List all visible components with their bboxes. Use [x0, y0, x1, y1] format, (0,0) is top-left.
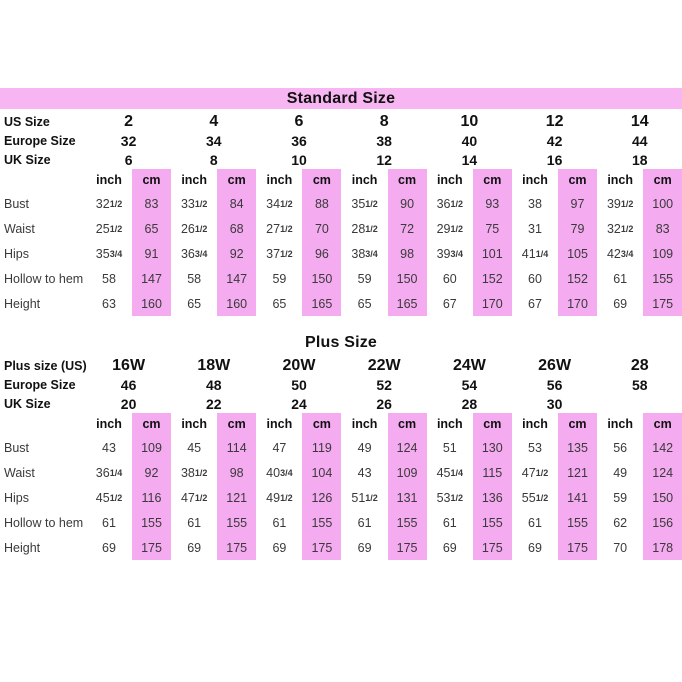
size-value-cell: 22W — [367, 356, 401, 374]
measurement-cell-inch: 49 1/2 — [266, 490, 293, 505]
unit-header-inch: inch — [181, 173, 208, 187]
measurement-cell-cm: 130 — [481, 440, 503, 455]
unit-header-inch: inch — [266, 173, 293, 187]
row-label: UK Size — [4, 396, 51, 411]
measurement-cell-cm: 104 — [311, 465, 333, 480]
row-label: US Size — [4, 114, 50, 129]
measurement-cell-cm: 136 — [481, 490, 503, 505]
measurement-row — [0, 435, 682, 460]
measurement-cell-inch: 60 — [528, 271, 542, 286]
unit-header-cm: cm — [227, 173, 246, 187]
measurement-cell-cm: 116 — [141, 490, 162, 505]
measurement-cell-inch: 47 1/2 — [180, 490, 208, 505]
measurement-cell-cm: 170 — [567, 296, 588, 311]
unit-header-row — [0, 413, 682, 435]
measurement-cell-inch: 35 1/2 — [351, 196, 378, 211]
measurement-cell-cm: 105 — [567, 246, 588, 261]
measurement-cell-inch: 60 — [442, 271, 457, 286]
measurement-cell-cm: 79 — [570, 221, 585, 236]
measurement-cell-inch: 65 — [187, 296, 202, 311]
measurement-row — [0, 291, 682, 316]
plus-size-table — [0, 356, 682, 560]
standard-size-title: Standard Size — [286, 89, 396, 107]
size-value-cell: 44 — [631, 132, 648, 149]
unit-header-inch: inch — [607, 173, 634, 187]
size-row — [0, 150, 682, 169]
measurement-cell-cm: 101 — [481, 246, 503, 261]
standard-size-title-band — [0, 88, 682, 109]
row-label: Waist — [4, 465, 35, 480]
measurement-cell-inch: 39 3/4 — [436, 246, 463, 261]
measurement-row — [0, 266, 682, 291]
measurement-cell-inch: 56 — [613, 440, 628, 455]
measurement-cell-inch: 61 — [272, 515, 287, 530]
size-value-cell: 32 — [120, 132, 137, 149]
measurement-cell-inch: 51 — [442, 440, 457, 455]
size-value-cell: 20W — [282, 356, 316, 374]
measurement-cell-cm: 92 — [229, 246, 244, 261]
measurement-cell-cm: 109 — [652, 246, 674, 261]
measurement-cell-cm: 165 — [396, 296, 418, 311]
size-value-cell: 26W — [538, 356, 572, 374]
measurement-cell-cm: 135 — [567, 440, 588, 455]
measurement-cell-cm: 155 — [396, 515, 418, 530]
size-value-cell: 16 — [546, 151, 563, 168]
size-value-cell: 50 — [291, 376, 307, 393]
measurement-cell-inch: 59 — [272, 271, 287, 286]
measurement-cell-cm: 155 — [481, 515, 503, 530]
measurement-cell-cm: 150 — [652, 490, 674, 505]
size-value-cell — [597, 394, 682, 413]
unit-header-inch: inch — [96, 417, 122, 431]
measurement-cell-cm: 93 — [485, 196, 500, 211]
measurement-cell-cm: 160 — [226, 296, 248, 311]
measurement-cell-inch: 32 1/2 — [606, 221, 634, 236]
measurement-cell-cm: 175 — [567, 540, 588, 555]
size-value-cell: 4 — [209, 112, 219, 130]
measurement-cell-cm: 75 — [485, 221, 500, 236]
size-row — [0, 375, 682, 394]
unit-header-cm: cm — [312, 173, 331, 187]
measurement-cell-cm: 165 — [311, 296, 333, 311]
size-value-cell: 24 — [291, 395, 307, 412]
size-value-cell: 42 — [546, 132, 563, 149]
measurement-cell-inch: 51 1/2 — [351, 490, 378, 505]
measurement-cell-cm: 98 — [400, 246, 415, 261]
size-row — [0, 131, 682, 150]
size-value-cell: 12 — [545, 112, 564, 130]
measurement-cell-cm: 88 — [314, 196, 329, 211]
measurement-cell-cm: 68 — [229, 221, 244, 236]
measurement-cell-inch: 69 — [528, 540, 542, 555]
unit-header-cm: cm — [653, 173, 672, 187]
measurement-cell-inch: 37 1/2 — [266, 246, 293, 261]
row-label: Hollow to hem — [4, 515, 84, 530]
size-value-cell: 10 — [291, 151, 307, 168]
measurement-cell-inch: 27 1/2 — [266, 221, 293, 236]
measurement-cell-inch: 36 3/4 — [180, 246, 208, 261]
row-label: Waist — [4, 221, 35, 236]
size-value-cell: 24W — [452, 356, 486, 374]
measurement-cell-inch: 59 — [613, 490, 628, 505]
measurement-cell-cm: 175 — [141, 540, 162, 555]
measurement-cell-cm: 155 — [311, 515, 333, 530]
size-value-cell: 52 — [376, 376, 392, 393]
measurement-cell-inch: 39 1/2 — [606, 196, 634, 211]
measurement-cell-cm: 72 — [400, 221, 415, 236]
size-value-cell: 34 — [205, 132, 222, 149]
unit-header-inch: inch — [266, 417, 293, 431]
measurement-cell-cm: 98 — [229, 465, 244, 480]
measurement-cell-cm: 100 — [652, 196, 674, 211]
unit-header-cm: cm — [653, 417, 672, 431]
size-value-cell: 28 — [630, 356, 649, 374]
measurement-cell-inch: 45 — [187, 440, 202, 455]
measurement-cell-cm: 83 — [655, 221, 670, 236]
measurement-cell-inch: 43 — [102, 440, 116, 455]
measurement-cell-inch: 25 1/2 — [95, 221, 123, 236]
measurement-cell-inch: 61 — [613, 271, 628, 286]
measurement-cell-cm: 152 — [567, 271, 588, 286]
measurement-cell-cm: 126 — [311, 490, 333, 505]
size-value-cell: 12 — [376, 151, 392, 168]
measurement-cell-cm: 96 — [314, 246, 329, 261]
measurement-cell-cm: 152 — [481, 271, 503, 286]
size-value-cell: 20 — [120, 395, 137, 412]
measurement-cell-cm: 155 — [141, 515, 162, 530]
unit-header-cm: cm — [227, 417, 246, 431]
measurement-cell-inch: 59 — [357, 271, 372, 286]
size-value-cell: 56 — [546, 376, 563, 393]
unit-header-inch: inch — [351, 173, 378, 187]
measurement-cell-cm: 131 — [396, 490, 418, 505]
measurement-cell-inch: 41 1/4 — [521, 246, 549, 261]
measurement-cell-cm: 119 — [311, 440, 332, 455]
measurement-cell-inch: 34 1/2 — [266, 196, 293, 211]
measurement-cell-inch: 42 3/4 — [606, 246, 634, 261]
size-value-cell: 28 — [461, 395, 478, 412]
size-value-cell: 6 — [294, 112, 304, 130]
size-value-cell: 14 — [630, 112, 649, 130]
measurement-cell-cm: 170 — [481, 296, 503, 311]
unit-header-inch: inch — [351, 417, 378, 431]
row-label: Hollow to hem — [4, 271, 84, 286]
measurement-cell-inch: 26 1/2 — [180, 221, 208, 236]
measurement-cell-cm: 124 — [396, 440, 418, 455]
measurement-cell-inch: 47 — [272, 440, 287, 455]
measurement-cell-cm: 175 — [396, 540, 418, 555]
measurement-cell-cm: 92 — [144, 465, 159, 480]
measurement-cell-cm: 84 — [229, 196, 244, 211]
unit-header-inch: inch — [607, 417, 634, 431]
measurement-cell-inch: 45 1/4 — [436, 465, 463, 480]
size-value-cell: 8 — [209, 151, 218, 168]
measurement-cell-inch: 29 1/2 — [436, 221, 463, 236]
size-row — [0, 112, 682, 131]
unit-header-inch: inch — [522, 173, 548, 187]
size-value-cell: 26 — [376, 395, 392, 412]
measurement-cell-inch: 38 1/2 — [180, 465, 208, 480]
row-label: Europe Size — [4, 133, 76, 148]
size-value-cell: 36 — [291, 132, 307, 149]
size-value-cell: 48 — [205, 376, 222, 393]
measurement-cell-inch: 28 1/2 — [351, 221, 378, 236]
unit-header-row — [0, 169, 682, 191]
row-label: Bust — [4, 196, 30, 211]
measurement-cell-cm: 175 — [226, 540, 248, 555]
measurement-cell-inch: 61 — [187, 515, 202, 530]
size-value-cell: 18 — [631, 151, 648, 168]
measurement-cell-inch: 58 — [102, 271, 116, 286]
measurement-cell-cm: 147 — [141, 271, 162, 286]
unit-header-cm: cm — [483, 173, 502, 187]
measurement-cell-inch: 69 — [102, 540, 116, 555]
size-value-cell: 22 — [205, 395, 222, 412]
measurement-cell-cm: 142 — [652, 440, 674, 455]
measurement-cell-cm: 155 — [567, 515, 588, 530]
size-row — [0, 394, 682, 413]
measurement-cell-inch: 49 — [357, 440, 372, 455]
unit-header-cm: cm — [398, 173, 417, 187]
row-label: UK Size — [4, 152, 51, 167]
measurement-cell-inch: 38 3/4 — [351, 246, 378, 261]
unit-header-cm: cm — [312, 417, 331, 431]
measurement-cell-cm: 175 — [652, 296, 674, 311]
measurement-cell-inch: 53 1/2 — [436, 490, 463, 505]
row-label: Europe Size — [4, 377, 76, 392]
measurement-cell-cm: 83 — [144, 196, 159, 211]
measurement-cell-inch: 69 — [357, 540, 372, 555]
size-value-cell: 54 — [461, 376, 478, 393]
measurement-cell-cm: 91 — [144, 246, 159, 261]
measurement-cell-cm: 97 — [570, 196, 585, 211]
size-value-cell: 8 — [379, 112, 389, 130]
size-row — [0, 356, 682, 375]
measurement-cell-inch: 35 3/4 — [95, 246, 123, 261]
measurement-cell-cm: 175 — [311, 540, 333, 555]
measurement-row — [0, 241, 682, 266]
measurement-cell-inch: 70 — [613, 540, 628, 555]
measurement-cell-cm: 175 — [481, 540, 503, 555]
measurement-cell-inch: 58 — [187, 271, 202, 286]
measurement-cell-inch: 32 1/2 — [95, 196, 123, 211]
size-value-cell: 2 — [124, 112, 134, 130]
size-value-cell: 16W — [112, 356, 146, 374]
measurement-cell-inch: 69 — [272, 540, 287, 555]
measurement-cell-inch: 49 — [613, 465, 628, 480]
measurement-cell-inch: 47 1/2 — [521, 465, 549, 480]
measurement-cell-inch: 67 — [442, 296, 457, 311]
measurement-cell-inch: 61 — [528, 515, 542, 530]
measurement-cell-cm: 65 — [144, 221, 159, 236]
measurement-cell-inch: 69 — [442, 540, 457, 555]
unit-header-cm: cm — [398, 417, 417, 431]
measurement-cell-cm: 147 — [226, 271, 248, 286]
size-value-cell: 40 — [461, 132, 478, 149]
measurement-cell-inch: 53 — [528, 440, 542, 455]
row-label: Bust — [4, 440, 30, 455]
unit-header-cm: cm — [142, 417, 161, 431]
unit-header-inch: inch — [436, 417, 463, 431]
measurement-cell-inch: 61 — [102, 515, 116, 530]
measurement-cell-inch: 31 — [528, 221, 542, 236]
measurement-cell-cm: 178 — [652, 540, 674, 555]
size-value-cell: 18W — [197, 356, 231, 374]
measurement-cell-inch: 65 — [272, 296, 287, 311]
measurement-cell-cm: 114 — [226, 440, 247, 455]
measurement-cell-inch: 40 3/4 — [266, 465, 293, 480]
plus-size-title: Plus Size — [304, 333, 378, 351]
measurement-cell-cm: 155 — [226, 515, 248, 530]
measurement-cell-cm: 121 — [226, 490, 248, 505]
measurement-cell-inch: 55 1/2 — [521, 490, 549, 505]
unit-header-cm: cm — [568, 417, 587, 431]
unit-header-inch: inch — [181, 417, 208, 431]
measurement-cell-inch: 69 — [613, 296, 628, 311]
measurement-cell-inch: 69 — [187, 540, 202, 555]
unit-header-cm: cm — [483, 417, 502, 431]
row-label: Plus size (US) — [4, 358, 87, 373]
measurement-cell-inch: 43 — [357, 465, 372, 480]
plus-size-title-band — [0, 332, 682, 353]
measurement-cell-cm: 70 — [314, 221, 329, 236]
measurement-cell-inch: 33 1/2 — [180, 196, 208, 211]
measurement-row — [0, 216, 682, 241]
measurement-cell-cm: 115 — [482, 465, 503, 480]
measurement-cell-cm: 156 — [652, 515, 674, 530]
unit-header-inch: inch — [436, 173, 463, 187]
measurement-cell-inch: 36 1/2 — [436, 196, 463, 211]
measurement-cell-cm: 150 — [396, 271, 418, 286]
measurement-cell-cm: 124 — [652, 465, 674, 480]
measurement-cell-cm: 109 — [396, 465, 418, 480]
size-value-cell: 6 — [124, 151, 133, 168]
size-value-cell: 10 — [460, 112, 479, 130]
unit-header-inch: inch — [522, 417, 548, 431]
row-label: Hips — [4, 490, 30, 505]
measurement-cell-inch: 62 — [613, 515, 628, 530]
measurement-cell-inch: 61 — [357, 515, 372, 530]
measurement-cell-inch: 67 — [528, 296, 542, 311]
measurement-cell-inch: 45 1/2 — [95, 490, 123, 505]
measurement-row — [0, 535, 682, 560]
measurement-row — [0, 460, 682, 485]
size-value-cell: 58 — [631, 376, 648, 393]
measurement-row — [0, 191, 682, 216]
measurement-cell-cm: 155 — [652, 271, 674, 286]
size-value-cell: 14 — [461, 151, 478, 168]
measurement-row — [0, 510, 682, 535]
size-value-cell: 46 — [120, 376, 137, 393]
size-value-cell: 38 — [376, 132, 392, 149]
size-value-cell: 30 — [546, 395, 563, 412]
standard-size-table — [0, 112, 682, 316]
measurement-cell-cm: 90 — [400, 196, 415, 211]
measurement-cell-cm: 160 — [141, 296, 162, 311]
measurement-cell-inch: 61 — [442, 515, 457, 530]
measurement-cell-cm: 141 — [567, 490, 588, 505]
measurement-cell-cm: 121 — [567, 465, 588, 480]
measurement-cell-cm: 150 — [311, 271, 333, 286]
row-label: Height — [4, 540, 41, 555]
measurement-cell-cm: 109 — [141, 440, 162, 455]
measurement-cell-inch: 65 — [357, 296, 372, 311]
measurement-cell-inch: 38 — [528, 196, 542, 211]
row-label: Height — [4, 296, 41, 311]
unit-header-cm: cm — [142, 173, 161, 187]
measurement-row — [0, 485, 682, 510]
measurement-cell-inch: 63 — [102, 296, 116, 311]
unit-header-cm: cm — [568, 173, 587, 187]
unit-header-inch: inch — [96, 173, 122, 187]
row-label: Hips — [4, 246, 30, 261]
measurement-cell-inch: 36 1/4 — [95, 465, 123, 480]
